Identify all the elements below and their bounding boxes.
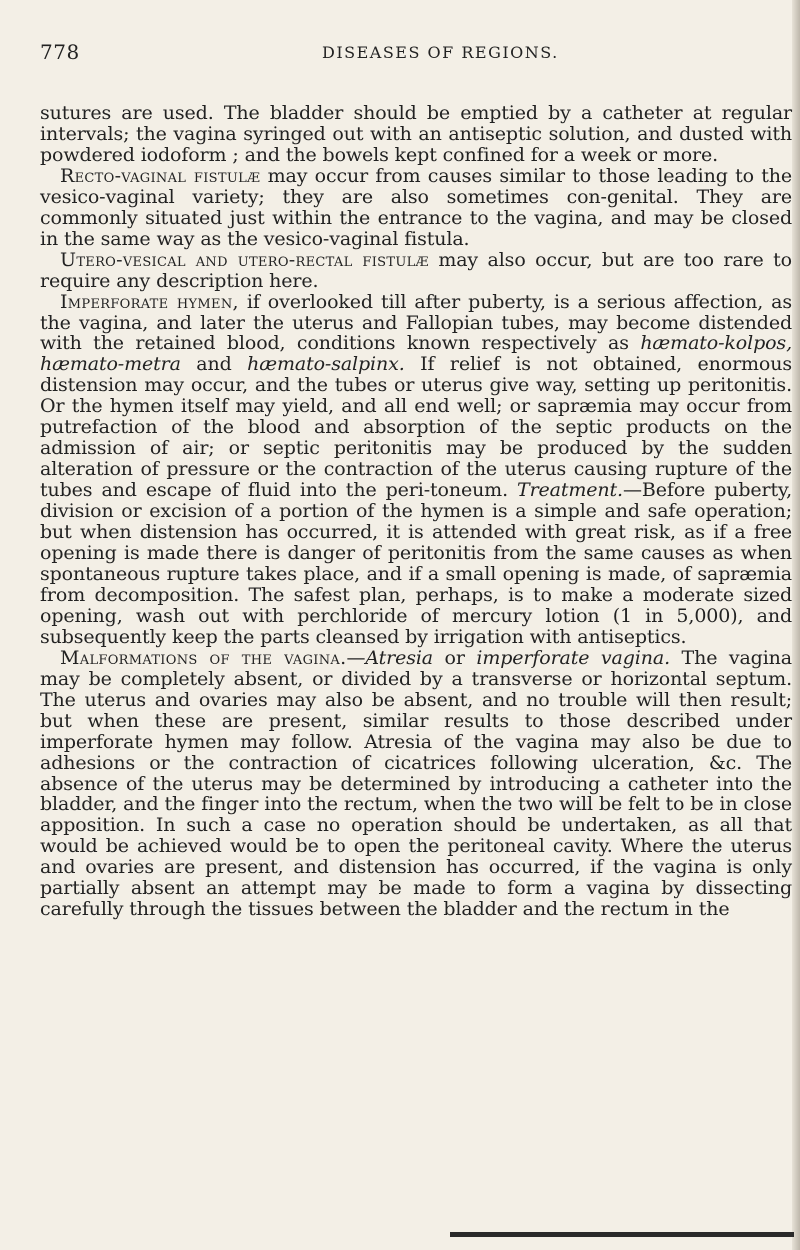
paragraph-malformations-vagina	[40, 648, 792, 920]
paragraph-text: sutures are used. The bladder should be emptied by a catheter at regular intervals; the vagina syringed out with an antiseptic solution, and dusted with powdered iodoform ; and the bowels kept confined for a week or more.	[40, 102, 792, 166]
paragraph-text: may occur from causes similar to those leading to the vesico-vaginal variety; they are also sometimes con-genital. They are commonly situated just within the entrance to the vagina, and may be closed in the same way as the vesico-vaginal fistula.	[40, 164, 792, 250]
section-heading: Utero-vesical and utero-rectal fistulæ	[60, 248, 429, 271]
paragraph-text: The vagina may be completely absent, or divided by a transverse or horizontal septum. The uterus and ovaries may also be absent, and no trouble will then result; but when these are present, similar results to those described under imperforate hymen may follow. Atresia of the vagina may also be due to adhesions or the contraction of cicatrices following ulceration, &c. The absence of the uterus may be determined by introducing a catheter into the bladder, and the finger into the rectum, when the two will be felt to be in close apposition. In such a case no operation should be undertaken, as all that would be achieved would be to open the peritoneal cavity. Where the uterus and ovaries are present, and distension has occurred, if the vagina is only partially absent an attempt may be made to form a vagina by dissecting carefully through the tissues between the bladder and the rectum in the	[40, 646, 792, 921]
paragraph-text: may also occur, but are too rare to require any description here.	[40, 248, 792, 292]
section-heading: Imperforate hymen,	[60, 290, 239, 313]
paragraph-text: or	[433, 646, 477, 669]
paragraph-recto-vaginal-fistulae	[40, 166, 792, 250]
paragraph-text: If relief is not obtained, enormous distension may occur, and the tubes or uterus give way, setting up peritonitis. Or the hymen itself may yield, and all end well; or sapræmia may occur from putrefaction of the blood and absorption of the septic products on the admission of air; or septic peritonitis may be produced by the sudden alteration of pressure or the contraction of the uterus causing rupture of the tubes and escape of fluid into the peri-toneum.	[40, 353, 792, 502]
running-title: DISEASES OF REGIONS.	[322, 43, 559, 62]
paragraph-text: —Before puberty, division or excision of a portion of the hymen is a simple and safe operation; but when distension has occurred, it is attended with great risk, as if a free opening is made there is danger of peritonitis from the same causes as when spontaneous rupture takes place, and if a small opening is made, of sapræmia from decomposition. The safest plan, perhaps, is to make a moderate sized opening, wash out with perchloride of mercury lotion (1 in 5,000), and subsequently keep the parts cleansed by irrigation with antiseptics.	[40, 479, 793, 648]
paragraph-text: if overlooked till after puberty, is a serious affection, as the vagina, and later the uterus and Fallopian tubes, may become distended with the retained blood, conditions known respectively as	[40, 290, 793, 355]
bottom-rule	[450, 1232, 794, 1237]
body-text	[40, 103, 792, 920]
page-edge-shadow	[792, 0, 800, 1250]
section-heading: Malformations of the vagina.	[60, 646, 347, 669]
paragraph-imperforate-hymen	[40, 292, 792, 648]
paragraph-sutures	[40, 103, 792, 166]
paragraph-text: —	[346, 646, 366, 669]
italic-term: Atresia	[365, 646, 433, 669]
italic-term: hæmato-kolpos, hæmato-metra	[40, 332, 792, 376]
section-heading: Recto-vaginal fistulæ	[60, 164, 261, 187]
running-head	[0, 40, 800, 80]
italic-term: imperforate vagina.	[476, 646, 670, 669]
italic-subheading: Treatment.	[517, 479, 623, 502]
page-number: 778	[40, 40, 80, 64]
italic-term: hæmato-salpinx.	[247, 353, 405, 376]
paragraph-text: and	[180, 353, 248, 376]
paragraph-utero-fistulae	[40, 250, 792, 292]
